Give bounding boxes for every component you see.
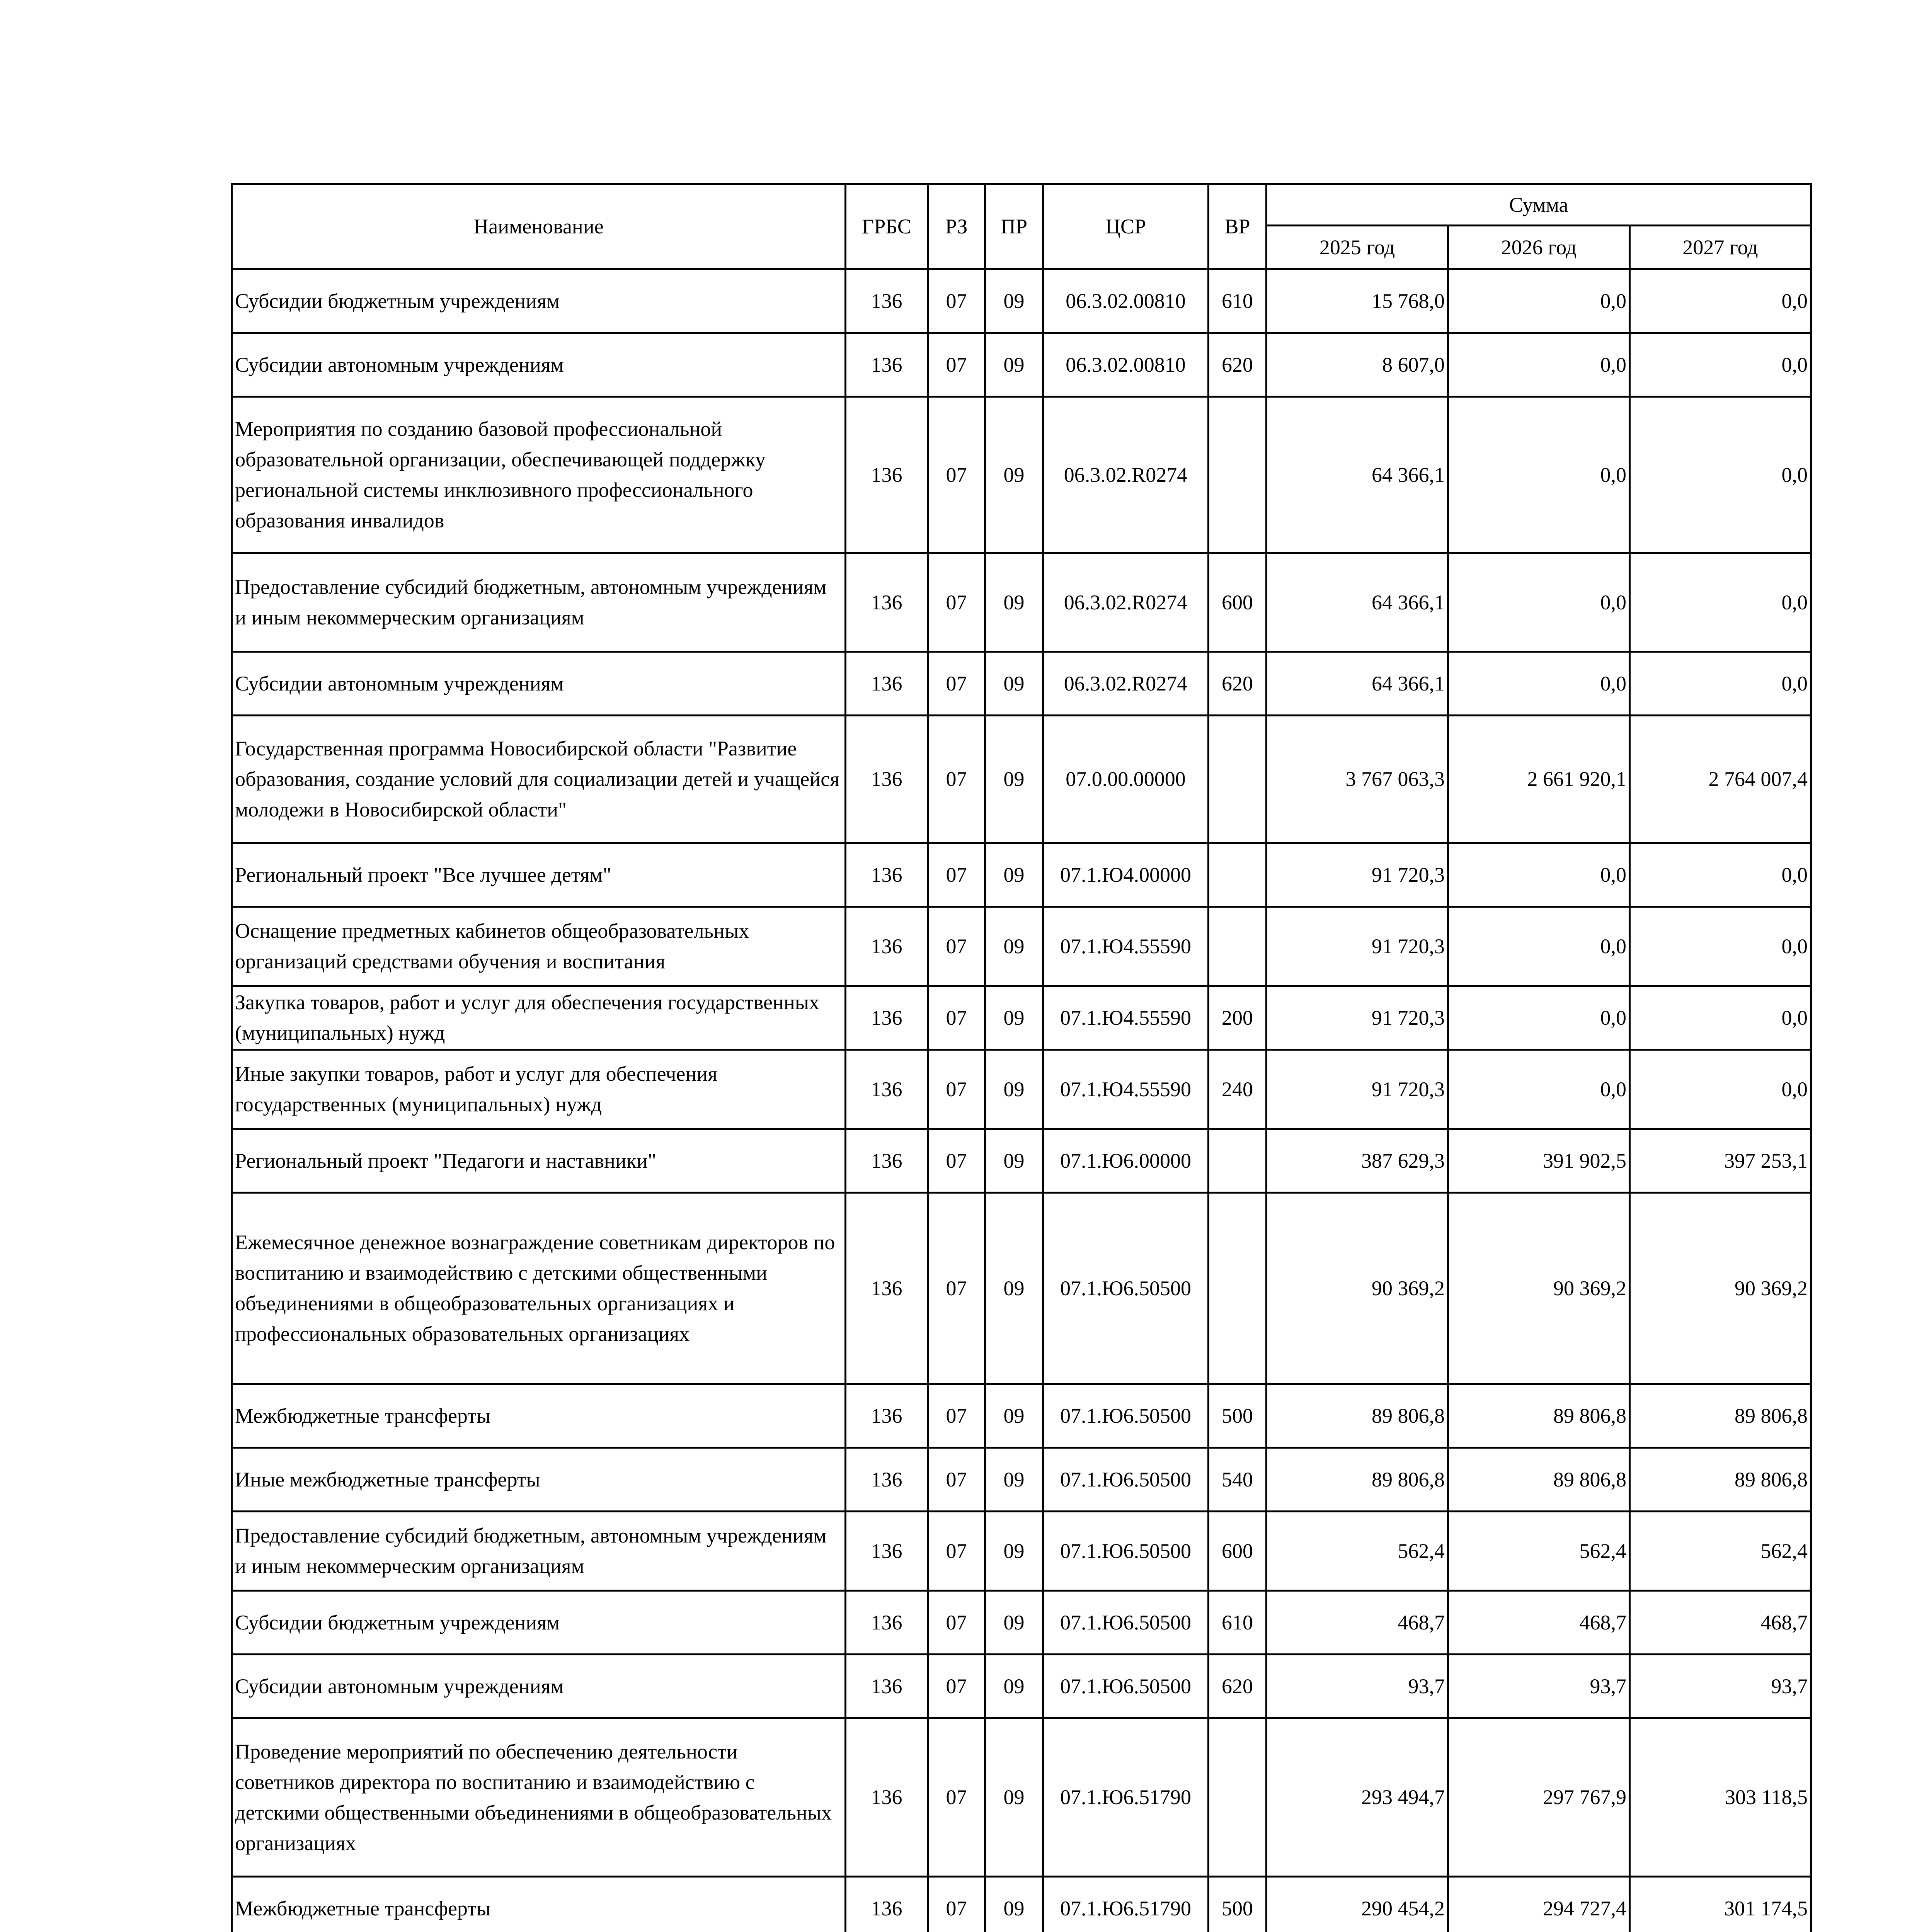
table-row bbox=[232, 1129, 1811, 1193]
cell-grbs: 136 bbox=[846, 1050, 928, 1129]
cell-2025: 90 369,2 bbox=[1267, 1193, 1448, 1384]
cell-2025: 290 454,2 bbox=[1267, 1877, 1448, 1932]
cell-2026: 0,0 bbox=[1448, 333, 1630, 397]
cell-2027: 0,0 bbox=[1630, 843, 1811, 907]
cell-pr: 09 bbox=[985, 1718, 1043, 1877]
cell-rz: 07 bbox=[928, 1877, 985, 1932]
cell-pr: 09 bbox=[985, 907, 1043, 986]
cell-rz: 07 bbox=[928, 1193, 985, 1384]
cell-2025: 91 720,3 bbox=[1267, 986, 1448, 1050]
cell-name: Субсидии бюджетным учреждениям bbox=[232, 1591, 846, 1655]
cell-pr: 09 bbox=[985, 1050, 1043, 1129]
cell-2027: 0,0 bbox=[1630, 907, 1811, 986]
cell-csr: 07.1.Ю6.00000 bbox=[1043, 1129, 1209, 1193]
cell-csr: 07.1.Ю4.55590 bbox=[1043, 986, 1209, 1050]
cell-grbs: 136 bbox=[846, 553, 928, 652]
cell-grbs: 136 bbox=[846, 1448, 928, 1512]
cell-grbs: 136 bbox=[846, 986, 928, 1050]
cell-2027: 468,7 bbox=[1630, 1591, 1811, 1655]
cell-vr: 610 bbox=[1209, 269, 1267, 333]
cell-2026: 90 369,2 bbox=[1448, 1193, 1630, 1384]
cell-csr: 07.1.Ю6.50500 bbox=[1043, 1655, 1209, 1718]
table-row bbox=[232, 553, 1811, 652]
cell-vr: 240 bbox=[1209, 1050, 1267, 1129]
cell-2026: 93,7 bbox=[1448, 1655, 1630, 1718]
cell-rz: 07 bbox=[928, 1591, 985, 1655]
table-row bbox=[232, 1050, 1811, 1129]
cell-2026: 297 767,9 bbox=[1448, 1718, 1630, 1877]
cell-rz: 07 bbox=[928, 652, 985, 716]
cell-2025: 93,7 bbox=[1267, 1655, 1448, 1718]
cell-rz: 07 bbox=[928, 397, 985, 553]
table-row bbox=[232, 907, 1811, 986]
cell-pr: 09 bbox=[985, 1448, 1043, 1512]
cell-vr: 600 bbox=[1209, 1512, 1267, 1591]
cell-rz: 07 bbox=[928, 1448, 985, 1512]
header-sum: Сумма bbox=[1267, 184, 1811, 226]
cell-pr: 09 bbox=[985, 1384, 1043, 1448]
cell-pr: 09 bbox=[985, 553, 1043, 652]
cell-csr: 07.0.00.00000 bbox=[1043, 716, 1209, 843]
cell-csr: 07.1.Ю6.50500 bbox=[1043, 1448, 1209, 1512]
cell-pr: 09 bbox=[985, 1193, 1043, 1384]
cell-2025: 91 720,3 bbox=[1267, 843, 1448, 907]
header-rz: РЗ bbox=[928, 184, 985, 269]
cell-2026: 0,0 bbox=[1448, 652, 1630, 716]
cell-2026: 0,0 bbox=[1448, 1050, 1630, 1129]
cell-2026: 89 806,8 bbox=[1448, 1448, 1630, 1512]
cell-csr: 07.1.Ю4.55590 bbox=[1043, 907, 1209, 986]
cell-rz: 07 bbox=[928, 843, 985, 907]
cell-vr: 610 bbox=[1209, 1591, 1267, 1655]
cell-2026: 0,0 bbox=[1448, 907, 1630, 986]
cell-grbs: 136 bbox=[846, 1129, 928, 1193]
cell-2027: 89 806,8 bbox=[1630, 1448, 1811, 1512]
cell-2025: 387 629,3 bbox=[1267, 1129, 1448, 1193]
cell-vr bbox=[1209, 1718, 1267, 1877]
cell-2026: 89 806,8 bbox=[1448, 1384, 1630, 1448]
cell-2025: 8 607,0 bbox=[1267, 333, 1448, 397]
cell-name: Проведение мероприятий по обеспечению деятельности советников директора по воспитанию и взаимодействию с детскими общественными объединениями в общеобразовательных организациях bbox=[232, 1718, 846, 1877]
cell-2027: 93,7 bbox=[1630, 1655, 1811, 1718]
cell-grbs: 136 bbox=[846, 716, 928, 843]
cell-grbs: 136 bbox=[846, 1718, 928, 1877]
cell-rz: 07 bbox=[928, 269, 985, 333]
cell-csr: 07.1.Ю6.50500 bbox=[1043, 1512, 1209, 1591]
cell-2026: 0,0 bbox=[1448, 843, 1630, 907]
table-row bbox=[232, 843, 1811, 907]
cell-name: Предоставление субсидий бюджетным, автономным учреждениям и иным некоммерческим организациям bbox=[232, 1512, 846, 1591]
cell-pr: 09 bbox=[985, 1877, 1043, 1932]
cell-pr: 09 bbox=[985, 269, 1043, 333]
cell-csr: 06.3.02.00810 bbox=[1043, 269, 1209, 333]
table-row bbox=[232, 1591, 1811, 1655]
cell-grbs: 136 bbox=[846, 907, 928, 986]
cell-name: Субсидии автономным учреждениям bbox=[232, 333, 846, 397]
cell-2027: 303 118,5 bbox=[1630, 1718, 1811, 1877]
header-year-2026: 2026 год bbox=[1448, 226, 1630, 269]
cell-2027: 2 764 007,4 bbox=[1630, 716, 1811, 843]
cell-2026: 468,7 bbox=[1448, 1591, 1630, 1655]
cell-name: Межбюджетные трансферты bbox=[232, 1384, 846, 1448]
cell-vr bbox=[1209, 843, 1267, 907]
cell-name: Субсидии автономным учреждениям bbox=[232, 1655, 846, 1718]
table-row bbox=[232, 1718, 1811, 1877]
cell-2025: 15 768,0 bbox=[1267, 269, 1448, 333]
cell-pr: 09 bbox=[985, 1129, 1043, 1193]
table-row bbox=[232, 1655, 1811, 1718]
cell-2027: 0,0 bbox=[1630, 269, 1811, 333]
cell-rz: 07 bbox=[928, 1129, 985, 1193]
cell-2027: 397 253,1 bbox=[1630, 1129, 1811, 1193]
cell-vr bbox=[1209, 716, 1267, 843]
cell-vr: 500 bbox=[1209, 1877, 1267, 1932]
cell-2025: 91 720,3 bbox=[1267, 907, 1448, 986]
cell-rz: 07 bbox=[928, 716, 985, 843]
cell-2026: 294 727,4 bbox=[1448, 1877, 1630, 1932]
cell-grbs: 136 bbox=[846, 333, 928, 397]
cell-2027: 301 174,5 bbox=[1630, 1877, 1811, 1932]
cell-name: Иные межбюджетные трансферты bbox=[232, 1448, 846, 1512]
cell-2027: 0,0 bbox=[1630, 1050, 1811, 1129]
cell-2026: 0,0 bbox=[1448, 986, 1630, 1050]
cell-name: Субсидии бюджетным учреждениям bbox=[232, 269, 846, 333]
cell-name: Мероприятия по созданию базовой профессиональной образовательной организации, обеспечивающей поддержку региональной системы инклюзивного профессионального образования инвалидов bbox=[232, 397, 846, 553]
cell-2026: 391 902,5 bbox=[1448, 1129, 1630, 1193]
cell-grbs: 136 bbox=[846, 1512, 928, 1591]
cell-pr: 09 bbox=[985, 1591, 1043, 1655]
table-row bbox=[232, 1193, 1811, 1384]
cell-2026: 0,0 bbox=[1448, 553, 1630, 652]
cell-name: Субсидии автономным учреждениям bbox=[232, 652, 846, 716]
table-row bbox=[232, 1448, 1811, 1512]
cell-csr: 07.1.Ю6.50500 bbox=[1043, 1591, 1209, 1655]
cell-rz: 07 bbox=[928, 986, 985, 1050]
cell-vr bbox=[1209, 1129, 1267, 1193]
cell-grbs: 136 bbox=[846, 1655, 928, 1718]
cell-pr: 09 bbox=[985, 1512, 1043, 1591]
cell-2027: 0,0 bbox=[1630, 986, 1811, 1050]
table-body bbox=[232, 269, 1811, 1932]
cell-csr: 06.3.02.00810 bbox=[1043, 333, 1209, 397]
cell-grbs: 136 bbox=[846, 397, 928, 553]
table-row bbox=[232, 1877, 1811, 1932]
cell-vr: 500 bbox=[1209, 1384, 1267, 1448]
cell-2025: 468,7 bbox=[1267, 1591, 1448, 1655]
cell-vr: 600 bbox=[1209, 553, 1267, 652]
table-row bbox=[232, 397, 1811, 553]
cell-2027: 0,0 bbox=[1630, 553, 1811, 652]
cell-grbs: 136 bbox=[846, 1591, 928, 1655]
header-vr: ВР bbox=[1209, 184, 1267, 269]
table-row bbox=[232, 1384, 1811, 1448]
cell-2025: 91 720,3 bbox=[1267, 1050, 1448, 1129]
cell-rz: 07 bbox=[928, 1050, 985, 1129]
table-row bbox=[232, 716, 1811, 843]
cell-vr bbox=[1209, 907, 1267, 986]
cell-rz: 07 bbox=[928, 1655, 985, 1718]
cell-name: Региональный проект "Все лучшее детям" bbox=[232, 843, 846, 907]
table-header bbox=[232, 184, 1811, 269]
cell-pr: 09 bbox=[985, 333, 1043, 397]
header-csr: ЦСР bbox=[1043, 184, 1209, 269]
cell-2026: 0,0 bbox=[1448, 397, 1630, 553]
cell-csr: 06.3.02.R0274 bbox=[1043, 652, 1209, 716]
header-year-2027: 2027 год bbox=[1630, 226, 1811, 269]
cell-rz: 07 bbox=[928, 333, 985, 397]
cell-rz: 07 bbox=[928, 907, 985, 986]
header-row bbox=[232, 184, 1811, 226]
cell-grbs: 136 bbox=[846, 1384, 928, 1448]
cell-vr: 620 bbox=[1209, 333, 1267, 397]
cell-vr bbox=[1209, 1193, 1267, 1384]
cell-2027: 0,0 bbox=[1630, 652, 1811, 716]
cell-2025: 89 806,8 bbox=[1267, 1384, 1448, 1448]
cell-2025: 89 806,8 bbox=[1267, 1448, 1448, 1512]
cell-csr: 07.1.Ю4.00000 bbox=[1043, 843, 1209, 907]
cell-vr: 620 bbox=[1209, 1655, 1267, 1718]
cell-2025: 64 366,1 bbox=[1267, 553, 1448, 652]
cell-2025: 562,4 bbox=[1267, 1512, 1448, 1591]
cell-vr bbox=[1209, 397, 1267, 553]
cell-name: Государственная программа Новосибирской области "Развитие образования, создание условий для социализации детей и учащейся молодежи в Новосибирской области" bbox=[232, 716, 846, 843]
table-row bbox=[232, 333, 1811, 397]
cell-csr: 07.1.Ю4.55590 bbox=[1043, 1050, 1209, 1129]
cell-csr: 06.3.02.R0274 bbox=[1043, 397, 1209, 553]
cell-2027: 562,4 bbox=[1630, 1512, 1811, 1591]
cell-2027: 90 369,2 bbox=[1630, 1193, 1811, 1384]
cell-2027: 0,0 bbox=[1630, 397, 1811, 553]
cell-pr: 09 bbox=[985, 397, 1043, 553]
header-year-2025: 2025 год bbox=[1267, 226, 1448, 269]
cell-csr: 07.1.Ю6.51790 bbox=[1043, 1718, 1209, 1877]
cell-csr: 07.1.Ю6.50500 bbox=[1043, 1193, 1209, 1384]
cell-name: Ежемесячное денежное вознаграждение советникам директоров по воспитанию и взаимодействию с детскими общественными объединениями в общеобразовательных организациях и профессиональных образовательных организациях bbox=[232, 1193, 846, 1384]
table-row bbox=[232, 986, 1811, 1050]
cell-pr: 09 bbox=[985, 986, 1043, 1050]
table-row bbox=[232, 1512, 1811, 1591]
cell-rz: 07 bbox=[928, 1718, 985, 1877]
cell-pr: 09 bbox=[985, 652, 1043, 716]
cell-2027: 0,0 bbox=[1630, 333, 1811, 397]
budget-table bbox=[231, 183, 1812, 1932]
cell-rz: 07 bbox=[928, 1512, 985, 1591]
cell-grbs: 136 bbox=[846, 269, 928, 333]
cell-2025: 64 366,1 bbox=[1267, 652, 1448, 716]
cell-csr: 06.3.02.R0274 bbox=[1043, 553, 1209, 652]
cell-2026: 562,4 bbox=[1448, 1512, 1630, 1591]
cell-pr: 09 bbox=[985, 716, 1043, 843]
cell-grbs: 136 bbox=[846, 1877, 928, 1932]
cell-name: Закупка товаров, работ и услуг для обеспечения государственных (муниципальных) нужд bbox=[232, 986, 846, 1050]
cell-2026: 0,0 bbox=[1448, 269, 1630, 333]
cell-grbs: 136 bbox=[846, 1193, 928, 1384]
header-pr: ПР bbox=[985, 184, 1043, 269]
cell-rz: 07 bbox=[928, 553, 985, 652]
cell-vr: 200 bbox=[1209, 986, 1267, 1050]
cell-name: Оснащение предметных кабинетов общеобразовательных организаций средствами обучения и воспитания bbox=[232, 907, 846, 986]
table-row bbox=[232, 269, 1811, 333]
table-row bbox=[232, 652, 1811, 716]
cell-name: Иные закупки товаров, работ и услуг для обеспечения государственных (муниципальных) нужд bbox=[232, 1050, 846, 1129]
cell-rz: 07 bbox=[928, 1384, 985, 1448]
cell-name: Межбюджетные трансферты bbox=[232, 1877, 846, 1932]
cell-csr: 07.1.Ю6.51790 bbox=[1043, 1877, 1209, 1932]
cell-2026: 2 661 920,1 bbox=[1448, 716, 1630, 843]
cell-vr: 540 bbox=[1209, 1448, 1267, 1512]
cell-2025: 64 366,1 bbox=[1267, 397, 1448, 553]
cell-csr: 07.1.Ю6.50500 bbox=[1043, 1384, 1209, 1448]
cell-grbs: 136 bbox=[846, 652, 928, 716]
cell-grbs: 136 bbox=[846, 843, 928, 907]
cell-pr: 09 bbox=[985, 843, 1043, 907]
header-name: Наименование bbox=[232, 184, 846, 269]
cell-name: Региональный проект "Педагоги и наставники" bbox=[232, 1129, 846, 1193]
cell-name: Предоставление субсидий бюджетным, автономным учреждениям и иным некоммерческим организациям bbox=[232, 553, 846, 652]
cell-vr: 620 bbox=[1209, 652, 1267, 716]
cell-2025: 293 494,7 bbox=[1267, 1718, 1448, 1877]
cell-pr: 09 bbox=[985, 1655, 1043, 1718]
cell-2027: 89 806,8 bbox=[1630, 1384, 1811, 1448]
cell-2025: 3 767 063,3 bbox=[1267, 716, 1448, 843]
header-grbs: ГРБС bbox=[846, 184, 928, 269]
